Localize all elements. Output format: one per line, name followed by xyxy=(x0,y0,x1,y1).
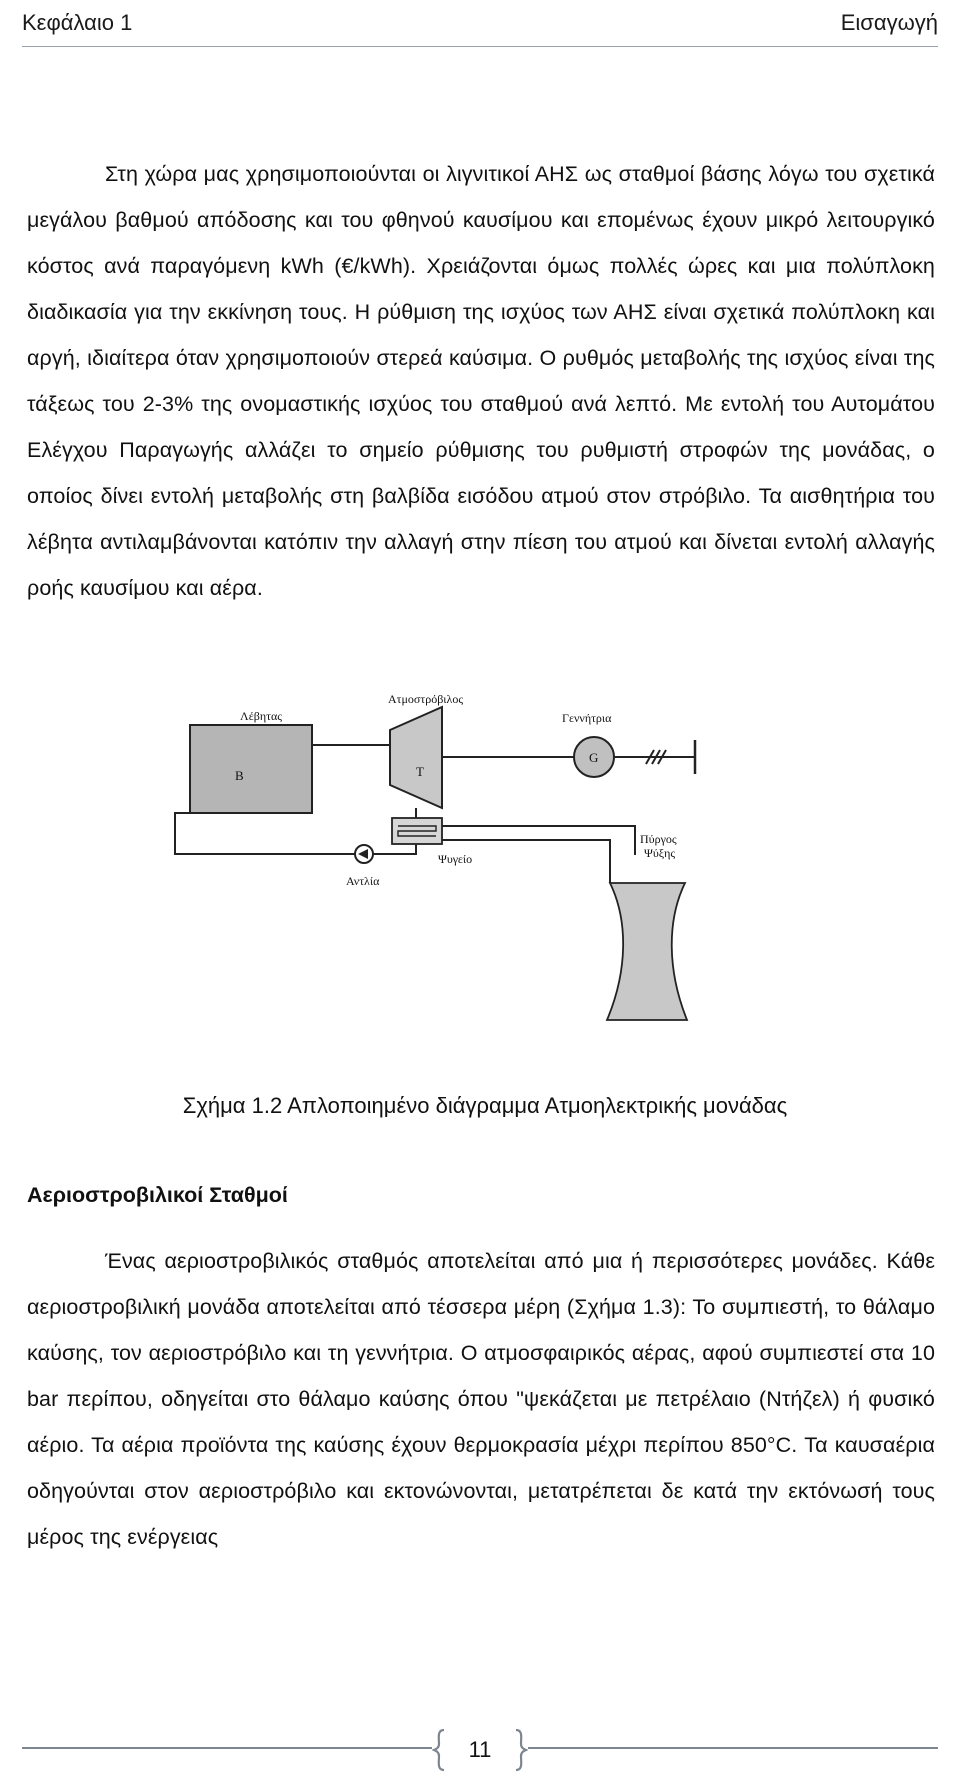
figure-caption xyxy=(0,1093,960,1119)
chapter-title: Εισαγωγή xyxy=(840,10,938,35)
generator-label: Γεννήτρια xyxy=(562,711,612,725)
footer-rule-left xyxy=(22,1747,432,1749)
boiler-label: Λέβητας xyxy=(240,709,282,723)
section-heading: Αεριοστροβιλικοί Σταθμοί xyxy=(27,1183,288,1207)
cooling-tower xyxy=(607,883,687,1020)
boiler-letter: B xyxy=(235,768,244,783)
boiler-box xyxy=(190,725,312,813)
figure-caption-text: Σχήμα 1.2 Απλοποιημένο διάγραμμα Ατμοηλεκτρικής μονάδας xyxy=(182,1093,788,1118)
footer-rule-right xyxy=(528,1747,938,1749)
turbine-letter: T xyxy=(416,764,424,779)
page-number-container xyxy=(440,1728,520,1772)
header-divider xyxy=(22,46,938,47)
steam-plant-diagram xyxy=(170,690,810,1040)
page-header xyxy=(22,0,938,46)
body-paragraph-2: Ένας αεριοστροβιλικός σταθμός αποτελείται από μια ή περισσότερες μονάδες. Κάθε αεριοστροβιλική μονάδα αποτελείται από τέσσερα μέρη (Σχήμα 1.3): Το συμπιεστή, το θάλαμο καύσης, τον αεριοστρόβιλο και τη γεννήτρια. Ο ατμοσφαιρικός αέρας, αφού συμπιεστεί στα 10 bar περίπου, οδηγείται στο θάλαμο καύσης όπου "ψεκάζεται με πετρέλαιο (Ντήζελ) ή φυσικό αέριο. Τα αέρια προϊόντα της καύσης έχουν θερμοκρασία μέχρι περίπου 850°C. Τα καυσαέρια οδηγούνται στον αεριοστρόβιλο και εκτονώνονται, μετατρέπεται δε κατά την εκτόνωσή τους μέρος της ενέργειας xyxy=(27,1249,935,1549)
page-number: 11 xyxy=(457,1737,504,1763)
tower-label-1: Πύργος xyxy=(640,832,677,846)
tower-label-2: Ψύξης xyxy=(644,846,676,860)
right-brace-icon xyxy=(514,1728,528,1772)
body-paragraph-1: Στη χώρα μας χρησιμοποιούνται οι λιγνιτικοί ΑΗΣ ως σταθμοί βάσης λόγω του σχετικά μεγάλου βαθμού απόδοσης και του φθηνού καυσίμου και επομένως έχουν μικρό λειτουργικό κόστος ανά παραγόμενη kWh (€/kWh). Χρειάζονται όμως πολλές ώρες και μια πολύπλοκη διαδικασία για την εκκίνηση τους. Η ρύθμιση της ισχύος των ΑΗΣ είναι σχετικά πολύπλοκη και αργή, ιδιαίτερα όταν χρησιμοποιούν στερεά καύσιμα. Ο ρυθμός μεταβολής της ισχύος είναι της τάξεως του 2-3% της ονομαστικής ισχύος του σταθμού ανά λεπτό. Με εντολή του Αυτομάτου Ελέγχου Παραγωγής αλλάζει το σημείο ρύθμισης του ρυθμιστή στροφών της μονάδας, ο οποίος δίνει εντολή μεταβολής στη βαλβίδα εισόδου ατμού στον στρόβιλο. Τα αισθητήρια του λέβητα αντιλαμβάνονται κατόπιν την αλλαγή στην πίεση του ατμού και δίνεται εντολή αλλαγής ροής καυσίμου και αέρα. xyxy=(27,162,935,600)
condenser-label: Ψυγείο xyxy=(438,852,473,866)
condensate-line xyxy=(175,813,416,854)
pump-label: Αντλία xyxy=(346,874,380,888)
turbine-label: Ατμοστρόβιλος xyxy=(388,692,464,706)
turbine-shape xyxy=(390,707,442,808)
chapter-label: Κεφάλαιο 1 xyxy=(22,10,133,35)
generator-letter: G xyxy=(589,750,599,765)
